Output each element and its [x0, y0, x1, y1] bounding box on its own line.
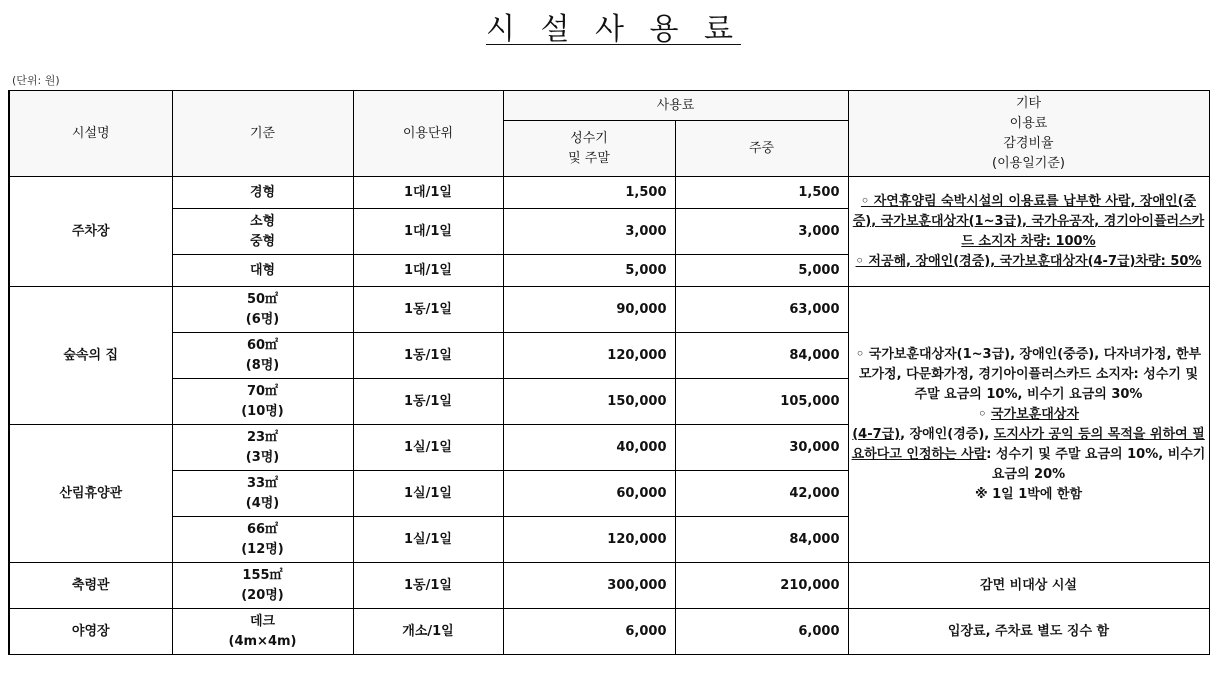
- weekday-fee-cell: 3,000: [675, 209, 848, 255]
- unit-cell: 1대/1일: [353, 255, 503, 287]
- unit-cell: 1실/1일: [353, 517, 503, 563]
- accommodation-note-part-2: ◦ 국가보훈대상자 (4-7급), 장애인(경증), 도지사가 공익 등의 목적을 위하여 필요하다고 인정하는 사람: 성수기 및 주말 요금의 10%, 비수기 요금의 20%: [851, 406, 1206, 482]
- header-basis: 기준: [172, 91, 353, 177]
- facility-camp: 야영장: [9, 609, 172, 655]
- header-peak: 성수기 및 주말: [503, 121, 675, 177]
- table-row: [9, 609, 1209, 655]
- basis-cell: 66㎡ (12명): [172, 517, 353, 563]
- facility-forest-house: 숲속의 집: [9, 287, 172, 425]
- basis-cell: 대형: [172, 255, 353, 287]
- weekday-fee-cell: 5,000: [675, 255, 848, 287]
- peak-fee-cell: 40,000: [503, 425, 675, 471]
- camp-other-note: 입장료, 주차료 별도 징수 함: [848, 609, 1209, 655]
- basis-cell: 소형 중형: [172, 209, 353, 255]
- unit-cell: 1동/1일: [353, 333, 503, 379]
- unit-cell: 개소/1일: [353, 609, 503, 655]
- facility-parking: 주차장: [9, 177, 172, 287]
- weekday-fee-cell: 84,000: [675, 333, 848, 379]
- accommodation-discount-note: [848, 287, 1209, 563]
- peak-fee-cell: 120,000: [503, 517, 675, 563]
- accommodation-note-part-3: ※ 1일 1박에 한함: [974, 486, 1083, 502]
- facility-hall: 축령관: [9, 563, 172, 609]
- basis-cell: 70㎡ (10명): [172, 379, 353, 425]
- header-other: 기타 이용료 감경비율 (이용일기준): [848, 91, 1209, 177]
- parking-note-line-1: ◦ 자연휴양림 숙박시설의 이용료를 납부한 사람, 장애인(중증), 국가보훈대상자(1~3급), 국가유공자, 경기아이플러스카드 소지자 차량: 100%: [852, 193, 1205, 249]
- unit-cell: 1동/1일: [353, 379, 503, 425]
- accommodation-note-part-1: ◦ 국가보훈대상자(1~3급), 장애인(중증), 다자녀가정, 한부모가정, 다문화가정, 경기아이플러스카드 소지자: 성수기 및 주말 요금의 10%, 비수기 요금의 30%: [855, 346, 1202, 402]
- unit-cell: 1실/1일: [353, 425, 503, 471]
- unit-cell: 1대/1일: [353, 209, 503, 255]
- facility-lodge: 산림휴양관: [9, 425, 172, 563]
- header-weekday: 주중: [675, 121, 848, 177]
- peak-fee-cell: 1,500: [503, 177, 675, 209]
- table-row: [9, 563, 1209, 609]
- peak-fee-cell: 150,000: [503, 379, 675, 425]
- weekday-fee-cell: 42,000: [675, 471, 848, 517]
- weekday-fee-cell: 6,000: [675, 609, 848, 655]
- peak-fee-cell: 90,000: [503, 287, 675, 333]
- basis-cell: 60㎡ (8명): [172, 333, 353, 379]
- weekday-fee-cell: 1,500: [675, 177, 848, 209]
- header-facility: 시설명: [9, 91, 172, 177]
- unit-note: (단위: 원): [12, 74, 60, 87]
- weekday-fee-cell: 210,000: [675, 563, 848, 609]
- basis-cell: 데크 (4m×4m): [172, 609, 353, 655]
- unit-cell: 1동/1일: [353, 287, 503, 333]
- unit-cell: 1동/1일: [353, 563, 503, 609]
- basis-cell: 155㎡ (20명): [172, 563, 353, 609]
- weekday-fee-cell: 63,000: [675, 287, 848, 333]
- hall-other-note: 감면 비대상 시설: [848, 563, 1209, 609]
- weekday-fee-cell: 105,000: [675, 379, 848, 425]
- peak-fee-cell: 5,000: [503, 255, 675, 287]
- table-row: [9, 177, 1209, 209]
- basis-cell: 경형: [172, 177, 353, 209]
- basis-cell: 23㎡ (3명): [172, 425, 353, 471]
- table-row: [9, 287, 1209, 333]
- header-fee: 사용료: [503, 91, 848, 121]
- parking-note-line-2: ◦ 저공해, 장애인(경증), 국가보훈대상자(4-7급)차량: 50%: [855, 253, 1202, 269]
- basis-cell: 50㎡ (6명): [172, 287, 353, 333]
- parking-discount-note: [848, 177, 1209, 287]
- header-row-1: [9, 91, 1209, 121]
- basis-cell: 33㎡ (4명): [172, 471, 353, 517]
- peak-fee-cell: 120,000: [503, 333, 675, 379]
- page-title: 시 설 사 용 료: [485, 12, 742, 47]
- peak-fee-cell: 60,000: [503, 471, 675, 517]
- peak-fee-cell: 3,000: [503, 209, 675, 255]
- unit-cell: 1실/1일: [353, 471, 503, 517]
- weekday-fee-cell: 84,000: [675, 517, 848, 563]
- header-unit: 이용단위: [353, 91, 503, 177]
- unit-cell: 1대/1일: [353, 177, 503, 209]
- peak-fee-cell: 300,000: [503, 563, 675, 609]
- weekday-fee-cell: 30,000: [675, 425, 848, 471]
- fee-table: [8, 90, 1210, 655]
- peak-fee-cell: 6,000: [503, 609, 675, 655]
